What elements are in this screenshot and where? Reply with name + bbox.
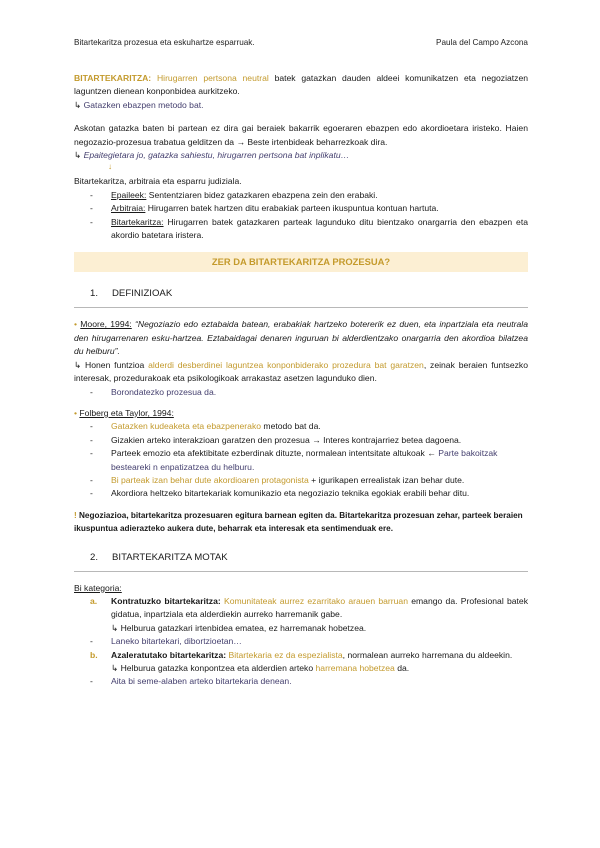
intro-definition (74, 72, 528, 99)
list-item-purple: Parte bakoitzak besteareki n enpatizatzea du helburu. (111, 448, 498, 472)
folberg-heading (74, 407, 528, 420)
section-banner: ZER DA BITARTEKARITZA PROZESUA? (74, 252, 528, 272)
section-number: 2. (90, 551, 99, 563)
section-divider (74, 571, 528, 572)
kind-sub-end: da. (394, 663, 410, 673)
dash-marker: - (90, 434, 93, 445)
list-item (74, 386, 528, 399)
list-item (74, 434, 528, 447)
list-item (74, 420, 528, 433)
paragraph-negotiation: Askotan gatazka baten bi partean ez dira gai beraiek bakarrik egoeraren ebazpen edo akordioetara iristeko. Haien negozazio-prozesua trabatua gelditzen da → Beste irtenbideak beharrezkoak dira. (74, 123, 528, 147)
intro-sub-text: Gatazken ebazpen metodo bat. (83, 99, 204, 110)
list-item (74, 202, 528, 215)
list-item-text: Hirugarren batek gatazkaren parteak lagunduko ditu bientzako onargarria den ebazpen eta akordio batetara iristera. (111, 216, 528, 241)
list-item-highlight: Bi parteak izan behar dute akordioaren protagonista (111, 474, 309, 485)
intro-rest: batek gatazkan dauden aldeei komunikatzen eta negoziatzen laguntzen dienean konponbidea aurkitzeko. (74, 73, 529, 97)
note-text: Negoziazioa, bitartekaritza prozesuaren egitura barnean egiten da. Bitartekaritza prozesuan zehar, parteek beraien ikuspuntua adierazteko aukera dute, beharrak eta interesak eta sentimenduak ere. (74, 510, 523, 534)
moore-quote-text: “Negoziazio edo eztabaida batean, erabakiak hartzeko botererik ez duen, eta inpartziala eta neutrala den hirugarrenaren esku-hartzea. Eztabaidagai denaren inguruan bi alderdientzako onargarria den akordioa bilatzea du helburu”. (74, 319, 528, 357)
kind-example-text: Laneko bitartekari, dibortzioetan… (111, 636, 242, 647)
list-item-term: Epaileek: (111, 189, 147, 200)
kind-example (74, 635, 528, 648)
dash-marker: - (90, 636, 93, 647)
kind-term: Azaleratutako bitartekaritza: (111, 649, 227, 660)
list-item-text: + igurikapen errealistak izan behar dute. (308, 474, 465, 485)
intro-term: BITARTEKARITZA: (74, 73, 152, 83)
list-item-highlight: Gatazken kudeaketa eta ebazpenerako (111, 421, 262, 432)
list-item-text: Parteek emozio eta afektibitate ezberdinak dituzte, normalean intentsitate altukoak ← (111, 448, 439, 459)
kind-sub-highlight: harremana hobetzea (315, 663, 395, 673)
section-heading-definizioak (74, 282, 528, 308)
list-item-term: Arbitraia: (111, 203, 146, 214)
exclamation-icon: ! (74, 510, 77, 520)
kind-example (74, 675, 528, 688)
moore-highlight: alderdi desberdinei laguntzea konponbiderako prozedura bat garatzen (148, 359, 424, 370)
moore-function-rest: , zeinak beraien funtsezko interesak, prozedurakoak eta psikologikoak arrakastaz asetzen lagunduko dien. (74, 359, 528, 384)
dash-marker: - (90, 488, 93, 499)
sub-arrow-icon: ↳ (74, 150, 82, 161)
list-item (74, 595, 528, 635)
bullet-icon: • (74, 319, 78, 330)
paragraph-negotiation-sub-text: Epaitegietara jo, gatazka sahiestu, hirugarren pertsona bat inplikatu… (83, 150, 350, 161)
kinds-list (74, 649, 528, 676)
dash-marker: - (90, 421, 93, 432)
third-party-intro: Bitartekaritza, arbitraia eta esparru judiziala. (74, 176, 242, 187)
sub-arrow-icon: ↳ (74, 359, 82, 370)
bi-kategoria-label: Bi kategoria: (74, 582, 122, 593)
letter-marker: a. (90, 595, 98, 606)
kind-sub (111, 662, 528, 675)
list-item-text: metodo bat da. (261, 421, 321, 432)
section-title: DEFINIZIOAK (112, 288, 173, 300)
kind-highlight: Komunitateak aurrez ezarritako arauen barruan (223, 595, 408, 606)
section-title: BITARTEKARITZA MOTAK (112, 551, 228, 563)
list-item (74, 487, 528, 500)
folberg-list (74, 420, 528, 500)
list-item-text: Akordiora heltzeko bitartekariak komunikazio eta negoziazio teknika egokiak erabili behar ditu. (111, 488, 470, 499)
kinds-list (74, 595, 528, 635)
section-divider (74, 307, 528, 308)
sub-arrow-icon: ↳ (74, 99, 82, 110)
list-item (74, 216, 528, 243)
dash-marker: - (90, 203, 93, 214)
header-title: Bitartekaritza prozesua eta eskuhartze esparruak. (74, 38, 255, 47)
section-heading-motak (74, 546, 528, 572)
section-number: 1. (90, 288, 99, 300)
list-item-term: Bitartekaritza: (111, 216, 164, 227)
kind-sub-text: ↳ Helburua gatazka konpontzea eta alderdien arteko (111, 663, 316, 673)
moore-author: Moore, 1994: (80, 319, 132, 330)
paragraph-negotiation-sub (74, 149, 528, 162)
note (74, 509, 528, 536)
down-arrow-icon: ↓ (108, 162, 112, 172)
page-content (74, 72, 528, 689)
dash-marker: - (90, 189, 93, 200)
list-item-text: Sententziaren bidez gatazkaren ebazpena zein den erabaki. (146, 189, 378, 200)
kind-sub: ↳ Helburua gatazkari irtenbidea ematea, ez harremanak hobetzea. (111, 622, 367, 633)
third-party-list (74, 189, 528, 243)
kind-text: , normalean aurreko harremana du aldeekin. (342, 649, 513, 660)
list-item-text: Borondatezko prozesua da. (111, 386, 217, 397)
moore-function-text: Honen funtzioa (81, 359, 149, 370)
list-item (74, 189, 528, 202)
letter-marker: b. (90, 649, 98, 660)
list-item-text: Hirugarren batek hartzen ditu erabakiak parteen ikuspuntua kontuan hartuta. (145, 203, 439, 214)
intro-highlight: Hirugarren pertsona neutral (156, 73, 269, 83)
header-author: Paula del Campo Azcona (436, 38, 528, 47)
list-item (74, 474, 528, 487)
list-item-text: Gizakien arteko interakzioan garatzen den prozesua → Interes kontrajarriez betea dagoena. (111, 434, 462, 445)
kind-term: Kontratuzko bitartekaritza: (111, 595, 221, 606)
dash-marker: - (90, 216, 93, 227)
bullet-icon: • (74, 407, 78, 418)
moore-quote (74, 318, 528, 358)
intro-sub (74, 99, 528, 112)
folberg-author: Folberg eta Taylor, 1994: (79, 407, 174, 418)
kind-example-text: Aita bi seme-alaben arteko bitartekaria denean. (111, 676, 292, 687)
dash-marker: - (90, 386, 93, 397)
dash-marker: - (90, 474, 93, 485)
moore-function (74, 359, 528, 386)
list-item (74, 649, 528, 676)
kind-text: emango da. Profesional batek gidatua, inpartziala eta alderdiekin aurreko harremanik gabe. (111, 595, 529, 620)
list-item (74, 447, 528, 474)
moore-list (74, 386, 528, 399)
dash-marker: - (90, 676, 93, 687)
kind-highlight: Bitartekaria ez da espezialista (228, 649, 343, 660)
dash-marker: - (90, 448, 93, 459)
